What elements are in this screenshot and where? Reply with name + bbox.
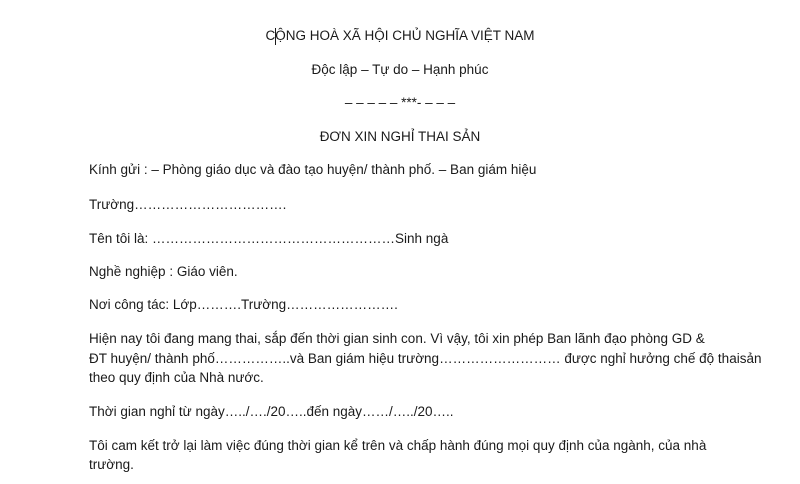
- separator: – – – – – ***- – – –: [344, 95, 456, 110]
- form-title: ĐƠN XIN NGHỈ THAI SẢN: [319, 129, 481, 144]
- occupation-line: Nghề nghiệp : Giáo viên.: [89, 264, 238, 279]
- workplace-line: Nơi công tác: Lớp……….Trường…………………….: [89, 297, 398, 312]
- request-line-1: Hiện nay tôi đang mang thai, sắp đến thời gian sinh con. Vì vậy, tôi xin phép Ban lãnh đạo phòng GD &: [89, 331, 705, 346]
- request-line-2: ĐT huyện/ thành phố……………..và Ban giám hiệu trường……………………… được nghỉ hưởng chế độ thaisản: [89, 351, 762, 366]
- name-line: Tên tôi là: ………………………………………………Sinh ngà: [89, 231, 449, 246]
- recipients-line: Kính gửi : – Phòng giáo dục và đào tạo huyện/ thành phố. – Ban giám hiệu: [89, 162, 537, 177]
- leave-period-line: Thời gian nghỉ từ ngày…../…./20…..đến ngày……/…../20…..: [89, 404, 454, 419]
- national-title: CỘNG HOÀ XÃ HỘI CHỦ NGHĨA VIỆT NAM: [265, 28, 535, 43]
- school-line: Trường…………………………….: [89, 197, 287, 212]
- commitment-line-2: trường.: [89, 457, 134, 472]
- request-line-3: theo quy định của Nhà nước.: [89, 370, 264, 385]
- motto: Độc lập – Tự do – Hạnh phúc: [311, 62, 489, 77]
- commitment-line-1: Tôi cam kết trở lại làm việc đúng thời gian kể trên và chấp hành đúng mọi quy định của ngành, của nhà: [89, 438, 707, 453]
